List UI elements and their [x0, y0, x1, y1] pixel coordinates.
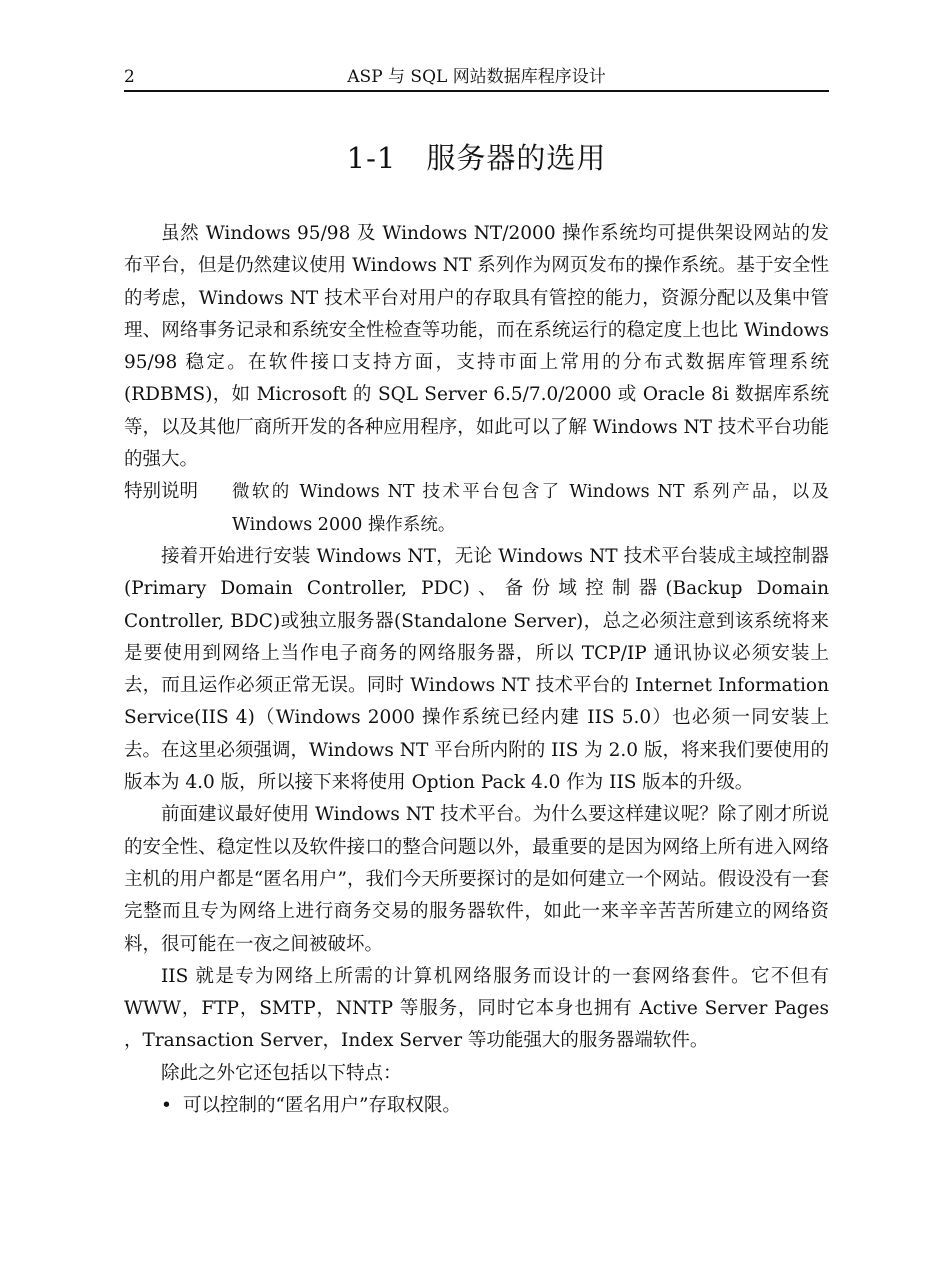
list-item-text: 可以控制的“匿名用户”存取权限。: [183, 1095, 461, 1117]
paragraph-5: 除此之外它还包括以下特点：: [161, 1062, 402, 1084]
paragraph-4: IIS 就是专为网络上所需的计算机网络服务而设计的一套网络套件。它不但有 WWW，FTP，SMTP，NNTP 等服务，同时它本身也拥有 Active Server Pages ，Transaction Server，Index Server 等功能强大的服务器端软件。: [124, 965, 829, 1052]
page-header: [124, 64, 829, 92]
paragraph-1: 虽然 Windows 95/98 及 Windows NT/2000 操作系统均可提供架设网站的发布平台，但是仍然建议使用 Windows NT 系列作为网页发布的操作系统。基于安全性的考虑，Windows NT 技术平台对用户的存取具有管控的能力，资源分配以及集中管理、网络事务记录和系统安全性检查等功能，而在系统运行的稳定度上也比 Windows 95/98 稳定。在软件接口支持方面，支持市面上常用的分布式数据库管理系统(RDBMS)，如 Microsoft 的 SQL Server 6.5/7.0/2000 或 Oracle 8i 数据库系统等，以及其他厂商所开发的各种应用程序，如此可以了解 Windows NT 技术平台功能的强大。: [124, 223, 829, 471]
paragraph-2: 接着开始进行安装 Windows NT，无论 Windows NT 技术平台装成主域控制器(Primary Domain Controller, PDC)、备份域控制器(Backup Domain Controller, BDC)或独立服务器(Standalone Server)，总之必须注意到该系统将来是要使用到网络上当作电子商务的网络服务器，所以 TCP/IP 通讯协议必须安装上去，而且运作必须正常无误。同时 Windows NT 技术平台的 Internet Information Service(IIS 4)（Windows 2000 操作系统已经内建 IIS 5.0）也必须一同安装上去。在这里必须强调，Windows NT 平台所内附的 IIS 为 2.0 版，将来我们要使用的版本为 4.0 版，所以接下来将使用 Option Pack 4.0 作为 IIS 版本的升级。: [124, 545, 829, 794]
section-title: 1-1 服务器的选用: [346, 141, 607, 175]
list-item: [161, 1090, 829, 1122]
bullet-icon: •: [161, 1095, 172, 1117]
paragraph-3: 前面建议最好使用 Windows NT 技术平台。为什么要这样建议呢？除了刚才所说的安全性、稳定性以及软件接口的整合问题以外，最重要的是因为网络上所有进入网络主机的用户都是“匿名用户”，我们今天所要探讨的是如何建立一个网站。假设没有一套完整而且专为网络上进行商务交易的服务器软件，如此一来辛辛苦苦所建立的网络资料，很可能在一夜之间被破坏。: [124, 804, 829, 955]
running-title: ASP 与 SQL 网站数据库程序设计: [347, 67, 606, 87]
note-label: 特别说明: [124, 481, 199, 503]
note-text: 微软的 Windows NT 技术平台包含了 Windows NT 系列产品，以及 Windows 2000 操作系统。: [232, 482, 829, 535]
feature-list: [124, 1090, 829, 1122]
body-text: [124, 218, 829, 1122]
special-note: [124, 476, 829, 541]
page-number: 2: [124, 67, 135, 87]
